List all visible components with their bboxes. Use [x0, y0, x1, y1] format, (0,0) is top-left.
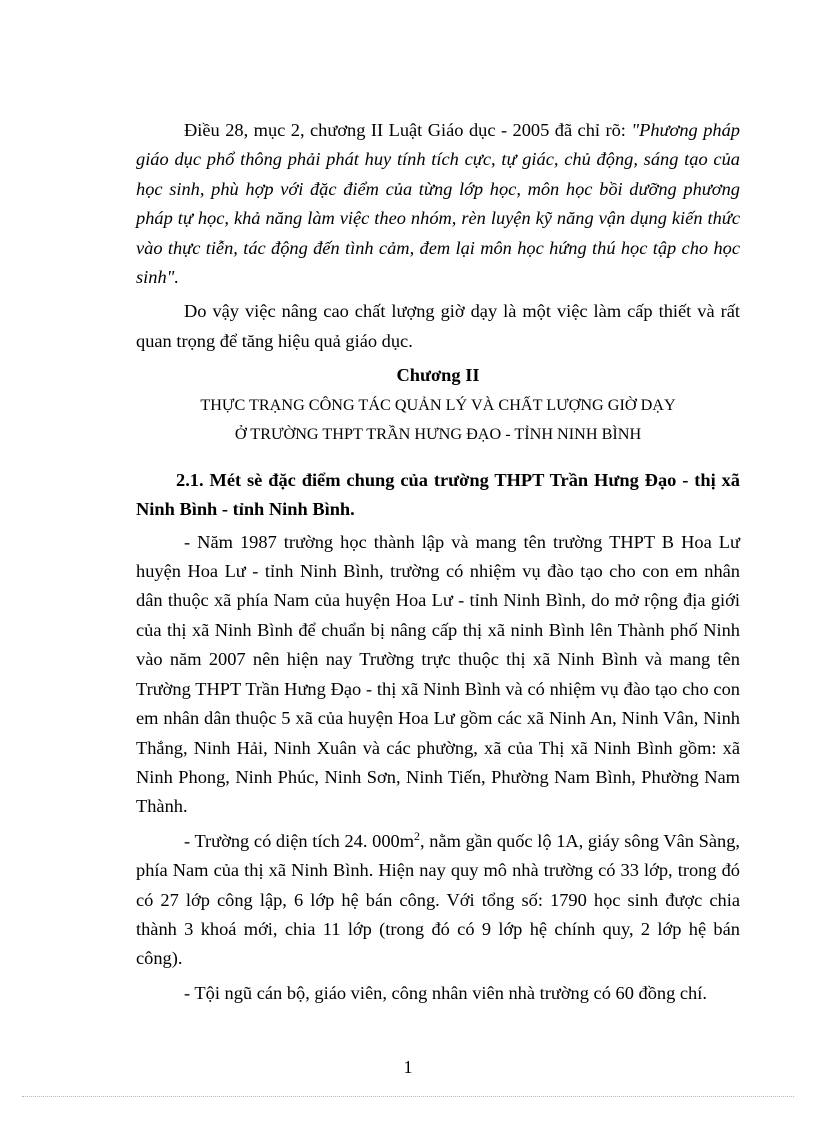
paragraph-staff: - Tội ngũ cán bộ, giáo viên, công nhân viên nhà trường có 60 đồng chí. [184, 982, 707, 1003]
chapter-title-line-1: THỰC TRẠNG CÔNG TÁC QUẢN LÝ VÀ CHẤT LƯỢNG GIỜ DẠY [200, 395, 676, 414]
square-superscript: 2 [414, 828, 421, 843]
paragraph-school-history: - Năm 1987 trường học thành lập và mang tên trường THPT B Hoa Lư huyện Hoa Lư - tỉnh Ninh Bình, trường có nhiệm vụ đào tạo cho con em nhân dân thuộc xã phía Nam của huyện Hoa Lư - tỉnh Ninh Bình, do mở rộng địa giới của thị xã Ninh Bình để chuẩn bị nâng cấp thị xã ninh Bình lên Thành phố Ninh vào năm 2007 nên hiện nay Trường trực thuộc thị xã Ninh Bình và mang tên Trường THPT Trần Hưng Đạo - thị xã Ninh Bình và có nhiệm vụ đào tạo cho con em nhân dân thuộc 5 xã của huyện Hoa Lư gồm các xã Ninh An, Ninh Vân, Ninh Thắng, Ninh Hải, Ninh Xuân và các phường, xã của Thị xã Ninh Bình gồm: xã Ninh Phong, Ninh Phúc, Ninh Sơn, Ninh Tiến, Phường Nam Bình, Phường Nam Thành. [136, 531, 740, 817]
paragraph-school-size [136, 827, 740, 974]
page-number: 1 [403, 1057, 413, 1077]
section-heading: 2.1. Mét sè đặc điểm chung của trường THPT Trần Hưng Đạo - thị xã Ninh Bình - tỉnh Ninh Bình. [136, 469, 740, 520]
school-size-text: , nằm gần quốc lộ 1A, giáy sông Vân Sàng, phía Nam của thị xã Ninh Bình. Hiện nay quy mô nhà trường có 33 lớp, trong đó có 27 lớp công lập, 6 lớp hệ bán công. Với tổng số: 1790 học sinh được chia thành 3 khoá mới, chia 11 lớp (trong đó có 9 lớp hệ chính quy, 2 lớp hệ bán công). [136, 830, 740, 969]
chapter-title-line-2: Ở TRƯỜNG THPT TRẦN HƯNG ĐẠO - TỈNH NINH BÌNH [234, 425, 642, 444]
document-body [136, 116, 740, 1013]
paragraph-law-citation [136, 116, 740, 292]
school-area-text: - Trường có diện tích 24. 000m [184, 830, 415, 851]
law-citation-intro: Điều 28, mục 2, chương II Luật Giáo dục - 2005 đã chỉ rõ: [184, 120, 632, 140]
chapter-label: Chương II [396, 365, 480, 386]
paragraph-conclusion: Do vậy việc nâng cao chất lượng giờ dạy là một việc làm cấp thiết và rất quan trọng để tăng hiệu quả giáo dục. [136, 301, 740, 351]
page-bottom-divider [22, 1096, 794, 1097]
law-citation-quote: "Phương pháp giáo dục phổ thông phải phát huy tính tích cực, tự giác, chủ động, sáng tạo của học sinh, phù hợp với đặc điểm của từng lớp học, môn học bồi dưỡng phương pháp tự học, khả năng làm việc theo nhóm, rèn luyện kỹ năng vận dụng kiến thức vào thực tiễn, tác động đến tình cảm, đem lại môn học hứng thú học tập cho học sinh". [136, 120, 740, 288]
